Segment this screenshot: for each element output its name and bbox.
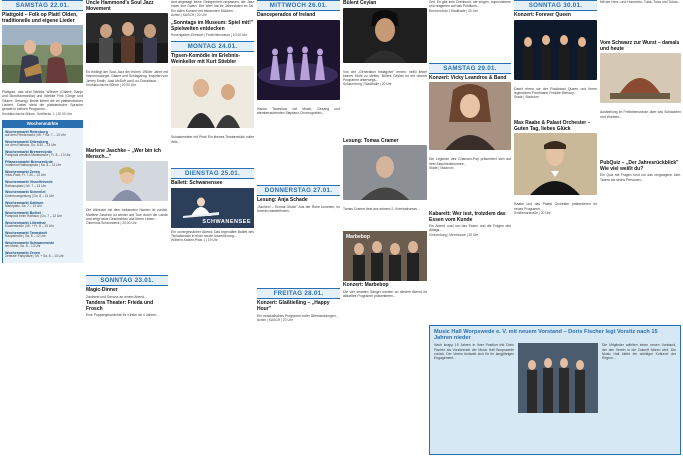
market-item: Wochenmarkt Scheeßel Kirchenumgebung | Do. 8 – 13 Uhr: [5, 190, 55, 198]
market-item: Wochenmarkt Bothel Parkplatz beim Rathaus | Do. 7 – 12 Uhr: [5, 210, 63, 218]
event-title-marlene: Marlene Jaschke – „Wer bin ich Mensch...": [86, 148, 161, 160]
markets-list: [2, 128, 83, 263]
event-title-ballett: Ballett: Schwanensee: [171, 180, 223, 187]
event-text-vicky: Die Legende des Chanson-Pop präsentiert sich auf ihrer Abschiedstournee...: [429, 157, 511, 166]
photo-forever-queen: [514, 20, 597, 80]
event-title-museum: „Sonntags im Museum: Spiel mit!" Spielwelten entdecken: [171, 19, 254, 32]
photo-vicky: [429, 82, 511, 150]
event-title-forever-queen: Konzert: Forever Queen: [514, 12, 571, 18]
photo-marlene: [86, 161, 168, 201]
column-2: [86, 0, 168, 457]
market-item: Wochenmarkt Bremervörde Parkplatz westlich Marktstraße | Fr. 8 – 13 Uhr: [5, 149, 71, 158]
event-title-anja-schade: Lesung: Anja Schade: [257, 197, 308, 204]
column-1: [2, 0, 83, 457]
day-band-monday: MONTAG 24.01.: [171, 41, 254, 52]
column-3: [171, 0, 254, 457]
event-title-tipsen: Tipsen-Komödie im Erlebnis-Weinkeller mit Kurt Stiebler: [171, 53, 241, 65]
event-text-top: dort abgesagt keine Gelegenheit verpassen, die Jazz Inicer ihre Daten. Der Wert hat ihr Jahrestaten im Tal. Ein tolles Konzert mit bekannten Stücken...: [171, 0, 254, 13]
photo-cramer: [343, 145, 427, 200]
event-text-plattgold: Plattgold, das sind Wiebke Wöhner (Gitarre, Banjo und Mundharmonika) und Wiebke Fink (Geige und Gitarre, Gesang). Beide lieben die an plattdeutschen Liedern. Dabei steht die plattdeutsche Sprache gerade in kleinen Programm...: [2, 90, 83, 112]
photo-label-marbebop: Marbebop: [346, 234, 370, 241]
market-item: Wochenmarkt Zeven Zentrale Parkplätze | Mi. + Sa. 8 – 13 Uhr: [5, 251, 64, 259]
event-text-pubquiz: Ein Quiz mit Fragen rund um das vergangene Jahr. Teams bis sechs Personen...: [600, 173, 681, 182]
spacer: [429, 170, 511, 210]
event-text-schwarz-wurst: Ausstellung im Freilichtmuseum über das Schlachten und Wursten...: [600, 110, 681, 119]
event-text-danceperados: Irische Tanzshow mit Musik, Gesang und atemberaubenden Steptanz-Choreografien...: [257, 106, 340, 115]
photo-max-raabe: [514, 133, 597, 195]
event-meta-kabarett: Grünenburg | Mehrhouse | 20 Uhr: [429, 232, 479, 237]
event-text-cramer: Tomas Cramer liest aus seinem 2. Kriminalroman...: [343, 207, 420, 212]
spacer: [343, 87, 427, 137]
event-title-marbebop: Konzert: Marbebop: [343, 282, 389, 289]
market-item: Wochenmarkt Tarmstedt Hauptstraße | Sa. 8 – 12 Uhr: [5, 230, 47, 239]
event-text-glasstiessing: Ein musikalisches Programm voller Überraschungen...: [257, 313, 339, 318]
spacer: [257, 213, 340, 288]
event-meta-marlene: Osterholz-Scharmbeck | 20.00 Uhr: [86, 221, 137, 226]
spacer: [600, 119, 681, 159]
spacer: [600, 4, 681, 39]
music-hall-title: Music Hall Worpswede e. V. mit neuem Vorstand – Doris Fischer legt Vorsitz nach 15 Jahren nieder: [434, 329, 658, 342]
event-meta-bulent: Schaumburg | Stadthalle | 20 Uhr: [343, 82, 392, 87]
filler-text: [86, 87, 168, 147]
music-hall-box: [429, 325, 681, 455]
event-text-forever-queen: Damit ehren sie der Rockband Queen und ihrem legendären Frontmann Freddie Mercury...: [514, 86, 597, 95]
spacer: [343, 211, 427, 231]
spacer: [514, 99, 597, 119]
photo-label-schwanensee: SCHWANENSEE: [202, 218, 251, 225]
day-band-saturday-29: SAMSTAG 29.01.: [429, 63, 511, 74]
day-band-saturday: SAMSTAG 22.01.: [2, 0, 83, 11]
day-band-tuesday: DIENSTAG 25.01.: [171, 168, 254, 179]
day-band-wednesday: MITTWOCH 26.01.: [257, 0, 340, 11]
market-item: Wochenmarkt Sottrum Marktplatz, Sa. 7 – 13 Uhr: [5, 200, 44, 208]
event-text-kabarett: Ein Abend rund um das Essen und die Fragen des Alltags...: [429, 224, 511, 233]
market-item: Wochenmarkt Ottersberg vor dem Rathaus, Do. 8.30 – 13 Uhr: [5, 139, 57, 148]
photo-plattgold: [2, 25, 83, 83]
market-item: Wochenmarkt Lilienthal Klosterstraße | Mi. + Fr. 8 – 13 Uhr: [5, 220, 54, 228]
event-title-uncle-hammond: Uncle Hammond's Soul Jazz Movement: [86, 0, 154, 12]
event-title-glasstiessing: Konzert: Glaßtießing – „Happy Hour": [257, 300, 330, 312]
spacer: [86, 225, 168, 275]
event-text-tandera: Eine Puppengeschichte für Kinder ab 4 Jahren...: [86, 313, 159, 318]
event-meta-uncle-hammond: Knoblauchsche Bühne | 20.00 Uhr: [86, 83, 137, 88]
event-text-marlene: Die Ulknudel mit dem bekannten Namen ist zurück. Marlene Jaschke ist wieder auf Tour durch die Lande und zeigt neue Geschichten aus ihrem Leben...: [86, 208, 168, 221]
event-meta-max-raabe: Schillertorstraße | 20 Uhr: [514, 211, 551, 216]
event-title-magic-dinner: Magic-Dinner: [86, 287, 118, 294]
market-item: Wochenmarkt Rotenburg auf dem Pferdemarkt | Mi. + Sa. 7 – 13 Uhr: [5, 129, 66, 137]
event-title-max-raabe: Max Raabe & Palast Orchester – Guten Tag, liebes Glück: [514, 120, 591, 132]
photo-tipsen: [171, 66, 254, 128]
event-text-top-col8: Mit der Herz- und Humortrio: Tuba, Tuba und Tubas...: [600, 0, 681, 4]
market-item: Wochenmarkt Zeven Vitus-Platz, Fr. 7.30 – 13 Uhr: [5, 170, 46, 178]
photo-schwarz-wurst: [600, 53, 681, 103]
photo-danceperados: [257, 20, 340, 100]
event-text-tipsen: Schatzmeister mit Pina! Ein kleines Theaterstück voller Witz...: [171, 135, 254, 144]
event-meta-glasstiessing: Achim | KASCH | 20 Uhr: [257, 317, 293, 322]
event-text-ballett: Ein unvergesslicher Abend: Das legendäre Ballett des Tschaikowski in einer neuen Inszenierung...: [171, 229, 254, 238]
music-hall-body: [434, 343, 676, 413]
event-meta-plattgold: Knoblauchsche Bühne, Schillerstr. 1 | 20.00 Uhr: [2, 111, 72, 116]
day-band-thursday: DONNERSTAG 27.01.: [257, 185, 340, 196]
photo-bulent: [343, 8, 427, 63]
event-title-bulent: Bülent Ceylan: [343, 0, 377, 6]
markets-heading: Wochenmärkte: [2, 120, 83, 128]
day-band-sunday: SONNTAG 23.01.: [86, 275, 168, 286]
photo-marbebop: [343, 231, 427, 281]
music-hall-text-1: Nach knapp 15 Jahren in ihrer Position tritt Doris Fischer als Vorsitzende der Music Hall Worpswede zurück. Der Verein bedankt sich für ihr langjähriges Engagement...: [434, 343, 514, 361]
event-meta-top-col6: Bremervörde | Stadthalle | 20 Uhr: [429, 8, 478, 13]
event-meta-forever-queen: Stade | Stadeum: [514, 95, 539, 100]
event-title-kabarett: Kabarett: Wer isst, trotzdem das Essen vom Kunde: [429, 210, 506, 223]
event-title-tandera: Tandera Theater: Frieda und Frosch: [86, 300, 154, 312]
column-5: [343, 0, 427, 457]
event-text-marbebop: Die vier smarten Sänger werden an diesem Abend ihr aktuelles Programm präsentieren...: [343, 290, 427, 299]
event-meta-top: Achim | KASCH | 20 Uhr: [171, 12, 207, 17]
event-text-anja-schade: „Sachen! – Einmal Glück!" Aus der Ruhe kommen, im Inneren wiederfinden...: [257, 204, 340, 214]
event-title-plattgold: Plattgold – Folk op Platt! Olden, traditionelle und eigene Lieder: [2, 12, 78, 24]
event-title-danceperados: Danceperados of Ireland: [257, 12, 316, 18]
spacer: [171, 144, 254, 168]
market-item: Wochenmarkt Schwanewede am Markt, Sa. 8 – 13 Uhr: [5, 240, 55, 249]
market-item: Wochenmarkt Visselhövede Rathausplatz | Mi. 7 – 13 Uhr: [5, 180, 53, 188]
event-title-pubquiz: PubQuiz – „Der Jahresrückblick" Wie viel weißt du?: [600, 160, 679, 172]
day-band-friday: FREITAG 28.01.: [257, 288, 340, 299]
event-meta-vicky: Stade | Stadeum: [429, 165, 454, 170]
event-text-bulent: Von der „Generation Instagram" lernen, heißt lieber keinen Stuhl zu stellen. Bülent Ceylan ist mit neuem Programm unterwegs...: [343, 69, 427, 83]
event-text-uncle-hammond: Es erklingt der Soul-Jazz der frühen 1960er Jahre mit Hammondorgel, Gitarre und Schlagzeug. Inspiriert von Jimmy Smith, Jack McDuff und Lou Donaldson...: [86, 70, 168, 83]
event-text-magic-dinner: Zauberei und Genuss an einem Abend...: [86, 294, 147, 299]
event-meta-museum: Rosengarten-Ehestorf | Freilichtmuseum | 10.00 Uhr: [171, 33, 248, 38]
spacer: [257, 115, 340, 185]
photo-uncle-hammond: [86, 13, 168, 63]
music-hall-text-2: Die Mitglieder wählten einen neuen Vorstand, der den Verein in die Zukunft führen wird. Die Music Hall bleibt ein wichtiger Kulturort der Region...: [602, 343, 676, 361]
event-title-cramer: Lesung: Tomas Cramer: [343, 137, 399, 144]
event-title-vicky: Konzert: Vicky Leandros & Band: [429, 74, 507, 81]
event-text-top-col6: Zeit. Es gibt kein Drehbuch, sie singen, improvisieren und reagieren auf das Publikum...: [429, 0, 511, 9]
photo-music-hall: [518, 343, 598, 413]
event-text-max-raabe: Raabe und das Palast Orchester präsentieren ihr neues Programm...: [514, 202, 597, 211]
event-meta-ballett: Wilhelm-Kaisen-Platz 1 | 19 Uhr: [171, 238, 218, 243]
column-4: [257, 0, 340, 457]
day-band-sunday-30: SONNTAG 30.01.: [514, 0, 597, 11]
event-title-schwarz-wurst: Vom Schwarz zur Wurst – damals und heute: [600, 40, 680, 52]
spacer: [429, 13, 511, 63]
photo-schwanensee: [171, 188, 254, 228]
market-item: Pflanzenmarkt Bremervörde Vorabend Rathausplatz | Sa. 8 – 13 Uhr: [5, 160, 62, 168]
